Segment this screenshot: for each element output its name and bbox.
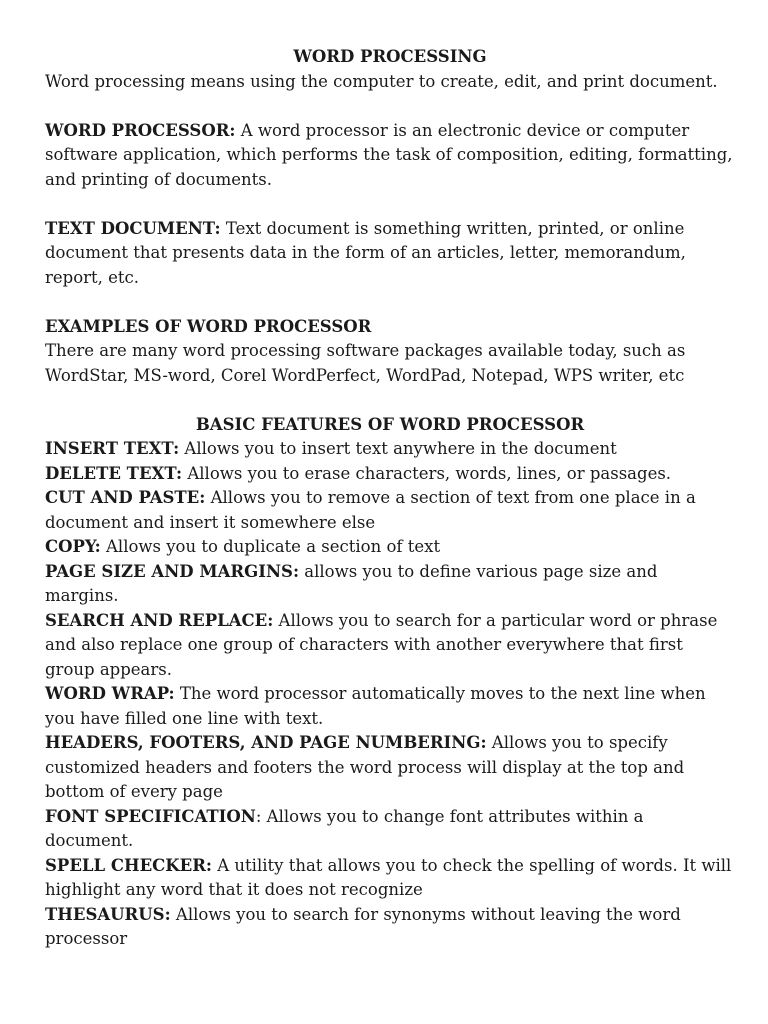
examples-heading [45,315,735,340]
feature-copy [45,535,735,560]
feature-term: FONT SPECIFICATION [45,806,256,826]
definition-text: A word processor is an electronic device or computer software application, which performs the task of composition, editing, formatting, and printing of documents. [45,120,733,189]
feature-term: HEADERS, FOOTERS, AND PAGE NUMBERING: [45,733,487,752]
feature-text: Allows you to erase characters, words, lines, or passages. [182,463,672,483]
feature-term: COPY: [45,537,101,556]
document-title: WORD PROCESSING [293,47,487,66]
intro-paragraph: Word processing means using the computer to create, edit, and print document. [45,71,718,91]
features-heading: BASIC FEATURES OF WORD PROCESSOR [195,414,585,434]
feature-spell-checker [45,854,735,903]
feature-text: Allows you to remove a section of text from one place in a document and insert it somewhere else [45,488,696,532]
document-page [45,45,735,952]
feature-term: INSERT TEXT: [45,439,180,458]
feature-text: Allows you to duplicate a section of text [100,537,441,556]
feature-text: The word processor automatically moves to the next line when you have filled one line with text. [45,684,706,728]
spacer [45,192,735,217]
feature-text: A utility that allows you to check the spelling of words. It will highlight any word that it does not recognize [45,855,732,899]
feature-text: allows you to define various page size and margins. [45,561,658,605]
definition-term: TEXT DOCUMENT: [45,218,221,238]
definition-term: WORD PROCESSOR: [45,120,236,140]
feature-delete-text [45,462,735,487]
feature-headers-footers [45,731,735,805]
feature-page-size-and-margins [45,560,735,609]
feature-text: Allows you to search for a particular word or phrase and also replace one group of characters with another everywhere that first group appears. [45,610,718,679]
feature-text: : Allows you to change font attributes within a document. [45,806,644,850]
definition-text-document [45,217,735,291]
feature-thesaurus [45,903,735,952]
definition-word-processor [45,119,735,193]
spacer [45,290,735,315]
feature-term: SEARCH AND REPLACE: [45,610,274,630]
feature-word-wrap [45,682,735,731]
examples-heading-text: EXAMPLES OF WORD PROCESSOR [45,316,372,336]
feature-term: PAGE SIZE AND MARGINS: [45,561,300,581]
spacer [45,388,735,413]
feature-insert-text [45,437,735,462]
feature-term: DELETE TEXT: [45,463,183,483]
feature-term: WORD WRAP: [45,684,175,703]
examples-paragraph: There are many word processing software packages available today, such as WordStar, MS-word, Corel WordPerfect, WordPad, Notepad, WPS writer, etc [45,341,686,385]
feature-cut-and-paste [45,486,735,535]
feature-font-specification [45,805,735,854]
feature-text: Allows you to specify customized headers and footers the word process will display at the top and bottom of every page [45,733,685,801]
feature-term: THESAURUS: [45,904,171,924]
feature-term: CUT AND PASTE: [45,488,206,507]
feature-search-and-replace [45,609,735,683]
spacer [45,94,735,119]
definition-text: Text document is something written, printed, or online document that presents data in the form of an articles, letter, memorandum, report, etc. [45,218,686,287]
feature-term: SPELL CHECKER: [45,855,212,875]
feature-text: Allows you to insert text anywhere in the document [179,439,617,458]
feature-text: Allows you to search for synonyms without leaving the word processor [45,904,681,948]
